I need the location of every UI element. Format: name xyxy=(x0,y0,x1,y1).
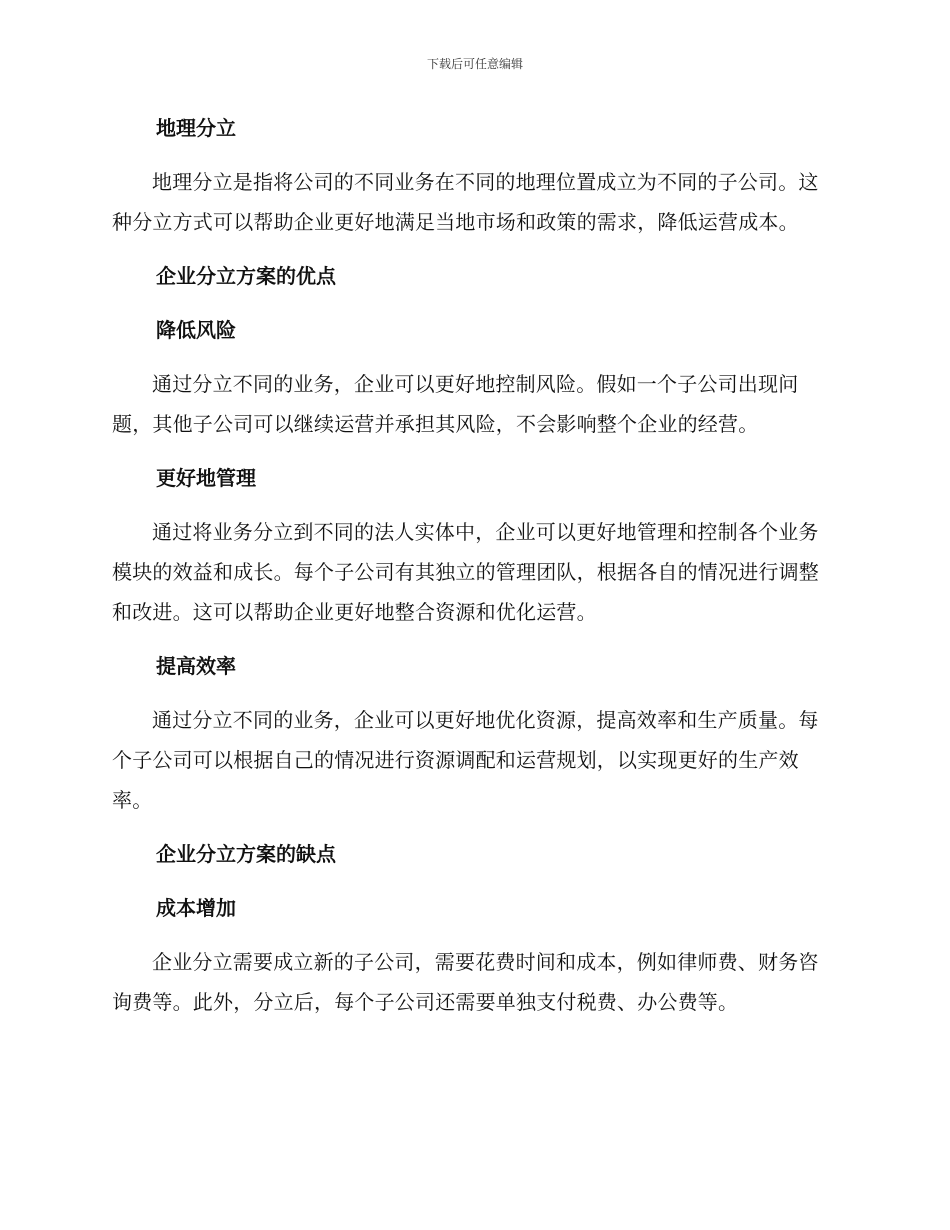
document-body xyxy=(112,108,832,1036)
section-heading-reduce-risk: 降低风险 xyxy=(156,318,236,342)
paragraph-improve-efficiency: 通过分立不同的业务，企业可以更好地优化资源，提高效率和生产质量。每个子公司可以根据自己的情况进行资源调配和运营规划，以实现更好的生产效率。 xyxy=(112,708,819,812)
section-heading-cost-increase: 成本增加 xyxy=(156,896,236,920)
paragraph-geographic-split: 地理分立是指将公司的不同业务在不同的地理位置成立为不同的子公司。这种分立方式可以帮助企业更好地满足当地市场和政策的需求，降低运营成本。 xyxy=(112,170,819,234)
section-heading-disadvantages: 企业分立方案的缺点 xyxy=(156,842,336,866)
section-heading-better-management: 更好地管理 xyxy=(156,466,256,490)
paragraph-better-management: 通过将业务分立到不同的法人实体中，企业可以更好地管理和控制各个业务模块的效益和成长。每个子公司有其独立的管理团队，根据各自的情况进行调整和改进。这可以帮助企业更好地整合资源和优化运营。 xyxy=(112,520,819,624)
paragraph-reduce-risk: 通过分立不同的业务，企业可以更好地控制风险。假如一个子公司出现问题，其他子公司可以继续运营并承担其风险，不会影响整个企业的经营。 xyxy=(112,372,799,436)
section-heading-improve-efficiency: 提高效率 xyxy=(156,654,236,678)
paragraph-cost-increase: 企业分立需要成立新的子公司，需要花费时间和成本，例如律师费、财务咨询费等。此外，分立后，每个子公司还需要单独支付税费、办公费等。 xyxy=(112,950,819,1014)
section-heading-advantages: 企业分立方案的优点 xyxy=(156,264,336,288)
page-header: 下载后可任意编辑 xyxy=(426,57,523,71)
section-heading-geographic-split: 地理分立 xyxy=(156,116,236,140)
